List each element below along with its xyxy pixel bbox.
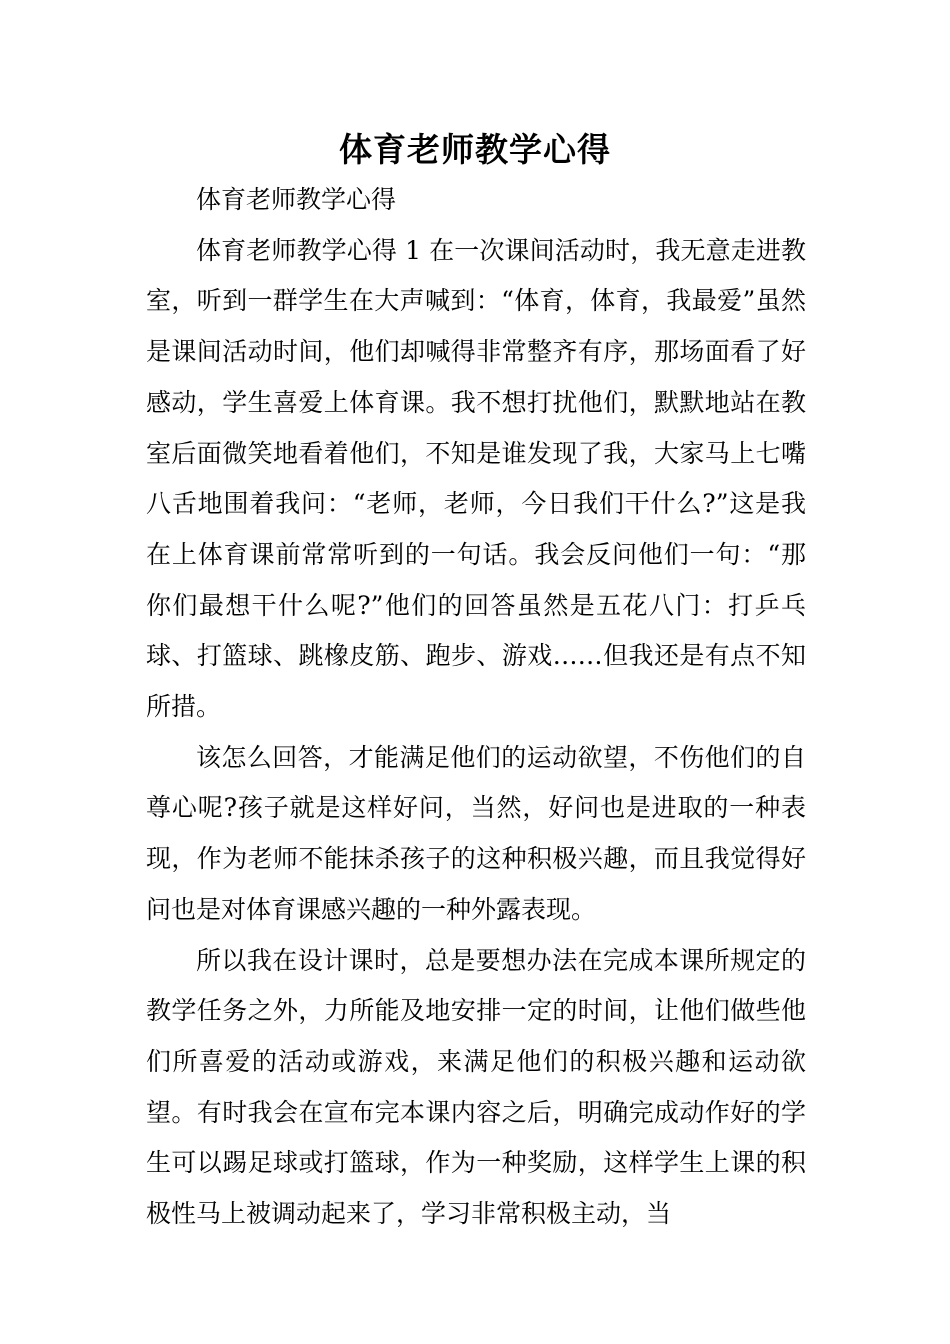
document-title: 体育老师教学心得: [339, 130, 611, 169]
paragraph: 体育老师教学心得 1 在一次课间活动时，我无意走进教室，听到一群学生在大声喊到：“体育，体育，我最爱”虽然是课间活动时间，他们却喊得非常整齐有序，那场面看了好感动，学生喜爱上体育课。我不想打扰他们，默默地站在教室后面微笑地看着他们，不知是谁发现了我，大家马上七嘴八舌地围着我问：“老师，老师，今日我们干什么?”这是我在上体育课前常常听到的一句话。我会反问他们一句：“那你们最想干什么呢?”他们的回答虽然是五花八门：打乒乓球、打篮球、跳橡皮筋、跑步、游戏……但我还是有点不知所措。: [146, 235, 806, 722]
document-body: [146, 175, 806, 1240]
paragraph: 该怎么回答，才能满足他们的运动欲望，不伤他们的自尊心呢?孩子就是这样好问，当然，好问也是进取的一种表现，作为老师不能抹杀孩子的这种积极兴趣，而且我觉得好问也是对体育课感兴趣的一种外露表现。: [146, 742, 806, 924]
paragraph: 所以我在设计课时，总是要想办法在完成本课所规定的教学任务之外，力所能及地安排一定的时间，让他们做些他们所喜爱的活动或游戏，来满足他们的积极兴趣和运动欲望。有时我会在宣布完本课内容之后，明确完成动作好的学生可以踢足球或打篮球，作为一种奖励，这样学生上课的积极性马上被调动起来了，学习非常积极主动，当: [146, 945, 806, 1229]
paragraph-subtitle: 体育老师教学心得: [196, 185, 397, 214]
